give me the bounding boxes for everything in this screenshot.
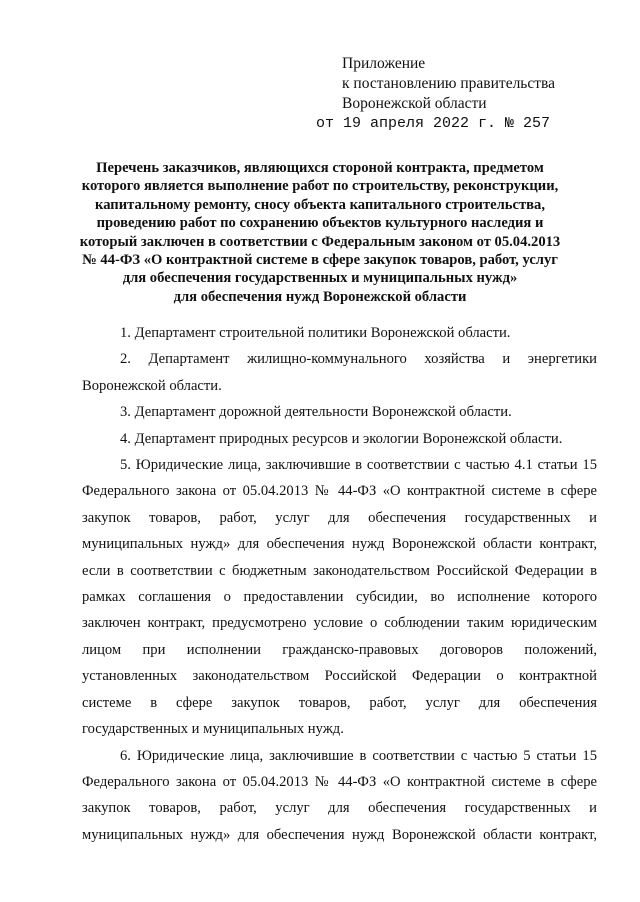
paragraph-line: государственных и муниципальных нужд. <box>82 721 344 738</box>
paragraph-line: Федерального закона от 05.04.2013 № 44-ФЗ «О контрактной системе в сфере <box>82 773 597 790</box>
title-line: Перечень заказчиков, являющихся стороной контракта, предметом <box>96 160 544 176</box>
list-item-2 <box>82 346 597 399</box>
paragraph-line: рамках соглашения о предоставлении субсидии, во исполнение которого <box>82 589 597 606</box>
paragraph-line: закупок товаров, работ, услуг для обеспечения государственных и <box>82 509 597 526</box>
title-line: которого является выполнение работ по строительству, реконструкции, <box>81 178 559 195</box>
paragraph-line: 4. Департамент природных ресурсов и экологии Воронежской области. <box>120 430 563 447</box>
paragraph-line: закупок товаров, работ, услуг для обеспечения государственных и <box>82 800 597 817</box>
paragraph-line: лицом при исполнении гражданско-правовых договоров положений, <box>82 641 597 658</box>
title-line: для обеспечения нужд Воронежской области <box>173 288 467 305</box>
title-line: для обеспечения государственных и муниципальных нужд» <box>122 270 518 287</box>
appendix-region: Воронежской области <box>342 95 487 112</box>
document-body <box>82 320 597 848</box>
paragraph-line: 5. Юридические лица, заключившие в соответствии с частью 4.1 статьи 15 <box>120 457 597 474</box>
title-line: № 44-ФЗ «О контрактной системе в сфере закупок товаров, работ, услуг <box>82 252 558 269</box>
title-line: который заключен в соответствии с Федеральным законом от 05.04.2013 <box>79 233 561 250</box>
appendix-date-number: от 19 апреля 2022 г. № 257 <box>316 115 551 132</box>
paragraph-line: системе в сфере закупок товаров, работ, услуг для обеспечения <box>82 694 597 711</box>
paragraph-line: 3. Департамент дорожной деятельности Воронежской области. <box>120 404 512 421</box>
paragraph-line: 1. Департамент строительной политики Воронежской области. <box>120 325 511 341</box>
appendix-resolution-ref: к постановлению правительства <box>342 75 556 92</box>
paragraph-line: 6. Юридические лица, заключившие в соответствии с частью 5 статьи 15 <box>120 747 597 764</box>
appendix-label: Приложение <box>342 55 426 72</box>
list-item-6 <box>82 743 597 849</box>
paragraph-line: заключен контракт, предусмотрено условие о соблюдении таким юридическим <box>82 615 597 632</box>
paragraph-line: Воронежской области. <box>82 377 222 394</box>
document-title <box>70 159 570 306</box>
appendix-header <box>316 54 622 134</box>
list-item-3 <box>82 399 597 425</box>
list-item-1 <box>82 320 597 346</box>
title-line: капитальному ремонту, сносу объекта капитального строительства, <box>95 196 545 213</box>
paragraph-line: муниципальных нужд» для обеспечения нужд Воронежской области контракт, <box>82 536 597 553</box>
paragraph-line: Федерального закона от 05.04.2013 № 44-ФЗ «О контрактной системе в сфере <box>82 483 597 500</box>
list-item-5 <box>82 452 597 742</box>
paragraph-line: 2. Департамент жилищно-коммунального хозяйства и энергетики <box>120 351 597 368</box>
list-item-4 <box>82 426 597 452</box>
paragraph-line: муниципальных нужд» для обеспечения нужд Воронежской области контракт, <box>82 826 597 843</box>
paragraph-line: если в соответствии с бюджетным законодательством Российской Федерации в <box>82 562 597 579</box>
title-line: проведению работ по сохранению объектов культурного наследия и <box>96 215 544 232</box>
paragraph-line: установленных законодательством Российской Федерации о контрактной <box>82 668 597 685</box>
